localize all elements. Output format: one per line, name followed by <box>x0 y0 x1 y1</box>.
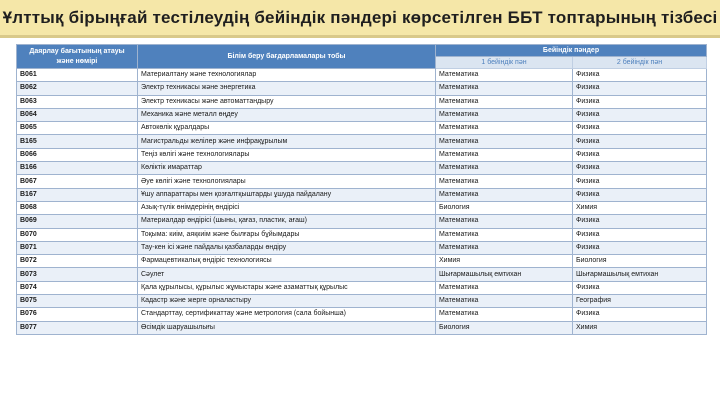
row-subject-1: Математика <box>436 175 573 188</box>
row-code: B167 <box>17 188 138 201</box>
row-subject-1: Биология <box>436 321 573 334</box>
row-program-name: Тоқыма: киім, аяқкиім және былғары бұйымдары <box>138 228 436 241</box>
table-row <box>17 321 707 334</box>
row-program-name: Магистральды желілер және инфрақұрылым <box>138 135 436 148</box>
row-program-name: Қала құрылысы, құрылыс жұмыстары және азаматтық құрылыс <box>138 281 436 294</box>
row-code: B165 <box>17 135 138 148</box>
row-program-name: Ұшу аппараттары мен қозғалтқыштарды ұшуда пайдалану <box>138 188 436 201</box>
row-program-name: Механика және металл өңдеу <box>138 108 436 121</box>
row-code: B166 <box>17 162 138 175</box>
row-program-name: Материалдар өндірісі (шыны, қағаз, пластик, ағаш) <box>138 215 436 228</box>
row-subject-2: Физика <box>573 148 707 161</box>
row-subject-1: Математика <box>436 122 573 135</box>
row-code: B064 <box>17 108 138 121</box>
title-bar <box>0 0 720 35</box>
table-row <box>17 108 707 121</box>
row-subject-2: Физика <box>573 188 707 201</box>
row-program-name: Теңіз көлігі және технологиялары <box>138 148 436 161</box>
row-code: B062 <box>17 82 138 95</box>
row-program-name: Фармацевтикалық өндіріс технологиясы <box>138 255 436 268</box>
row-program-name: Өсімдік шаруашылығы <box>138 321 436 334</box>
row-program-name: Электр техникасы және автоматтандыру <box>138 95 436 108</box>
header-subject-1: 1 бейіндік пән <box>436 57 573 69</box>
row-subject-2: Физика <box>573 95 707 108</box>
row-subject-1: Математика <box>436 188 573 201</box>
row-code: B063 <box>17 95 138 108</box>
header-subject-2: 2 бейіндік пән <box>573 57 707 69</box>
row-subject-2: Физика <box>573 281 707 294</box>
row-program-name: Тау-кен ісі және пайдалы қазбаларды өндіру <box>138 241 436 254</box>
row-code: B065 <box>17 122 138 135</box>
row-subject-2: Химия <box>573 201 707 214</box>
row-subject-1: Математика <box>436 95 573 108</box>
table-row <box>17 215 707 228</box>
table-row <box>17 175 707 188</box>
row-code: B077 <box>17 321 138 334</box>
table-row <box>17 241 707 254</box>
row-code: B061 <box>17 69 138 82</box>
row-subject-2: Физика <box>573 215 707 228</box>
row-code: B069 <box>17 215 138 228</box>
row-subject-2: Физика <box>573 82 707 95</box>
row-subject-1: Математика <box>436 135 573 148</box>
row-program-name: Электр техникасы және энергетика <box>138 82 436 95</box>
row-subject-2: Физика <box>573 175 707 188</box>
row-subject-1: Биология <box>436 201 573 214</box>
table-row <box>17 295 707 308</box>
row-subject-1: Математика <box>436 82 573 95</box>
row-subject-2: Химия <box>573 321 707 334</box>
row-code: B073 <box>17 268 138 281</box>
row-subject-2: Физика <box>573 135 707 148</box>
row-program-name: Сәулет <box>138 268 436 281</box>
table-row <box>17 308 707 321</box>
row-program-name: Азық-түлік өнімдерінің өндірісі <box>138 201 436 214</box>
header-profile-subjects: Бейіндік пәндер <box>436 45 707 57</box>
row-subject-2: Физика <box>573 162 707 175</box>
row-code: B074 <box>17 281 138 294</box>
table-row <box>17 268 707 281</box>
row-code: B068 <box>17 201 138 214</box>
row-subject-1: Математика <box>436 162 573 175</box>
row-code: B075 <box>17 295 138 308</box>
row-subject-2: Физика <box>573 228 707 241</box>
header-direction-label: Даярлау бағытының атауы және нөмірі <box>29 47 125 65</box>
table-row <box>17 255 707 268</box>
table-row <box>17 122 707 135</box>
row-subject-1: Математика <box>436 228 573 241</box>
row-subject-1: Математика <box>436 295 573 308</box>
row-subject-1: Математика <box>436 281 573 294</box>
row-subject-1: Математика <box>436 215 573 228</box>
header-direction <box>17 45 138 69</box>
title-divider <box>0 35 720 38</box>
table-row <box>17 148 707 161</box>
table-row <box>17 228 707 241</box>
table-row <box>17 135 707 148</box>
row-code: B076 <box>17 308 138 321</box>
row-subject-1: Химия <box>436 255 573 268</box>
row-subject-1: Математика <box>436 108 573 121</box>
row-subject-1: Математика <box>436 69 573 82</box>
table-row <box>17 162 707 175</box>
row-subject-2: Биология <box>573 255 707 268</box>
row-subject-1: Математика <box>436 308 573 321</box>
row-subject-2: Физика <box>573 69 707 82</box>
row-code: B072 <box>17 255 138 268</box>
table-row <box>17 188 707 201</box>
row-program-name: Стандарттау, сертификаттау және метрология (сала бойынша) <box>138 308 436 321</box>
row-subject-2: География <box>573 295 707 308</box>
row-code: B067 <box>17 175 138 188</box>
table-row <box>17 82 707 95</box>
program-groups-table <box>16 44 707 335</box>
row-subject-2: Шығармашылық емтихан <box>573 268 707 281</box>
row-subject-1: Математика <box>436 241 573 254</box>
row-subject-2: Физика <box>573 122 707 135</box>
row-subject-1: Математика <box>436 148 573 161</box>
row-subject-2: Физика <box>573 241 707 254</box>
row-code: B071 <box>17 241 138 254</box>
header-program-group: Білім беру бағдарламалары тобы <box>138 45 436 69</box>
row-program-name: Әуе көлігі және технологиялары <box>138 175 436 188</box>
table-row <box>17 281 707 294</box>
row-subject-2: Физика <box>573 108 707 121</box>
page-title: Ұлттық бірыңғай тестілеудің бейіндік пәндері көрсетілген ББТ топтарының тізбесі <box>2 7 718 27</box>
table-row <box>17 201 707 214</box>
row-program-name: Материалтану және технологиялар <box>138 69 436 82</box>
row-subject-2: Физика <box>573 308 707 321</box>
row-subject-1: Шығармашылық емтихан <box>436 268 573 281</box>
row-program-name: Көліктік имараттар <box>138 162 436 175</box>
table-row <box>17 95 707 108</box>
row-code: B066 <box>17 148 138 161</box>
row-program-name: Автокөлік құралдары <box>138 122 436 135</box>
row-code: B070 <box>17 228 138 241</box>
table-row <box>17 69 707 82</box>
row-program-name: Кадастр және жерге орналастыру <box>138 295 436 308</box>
